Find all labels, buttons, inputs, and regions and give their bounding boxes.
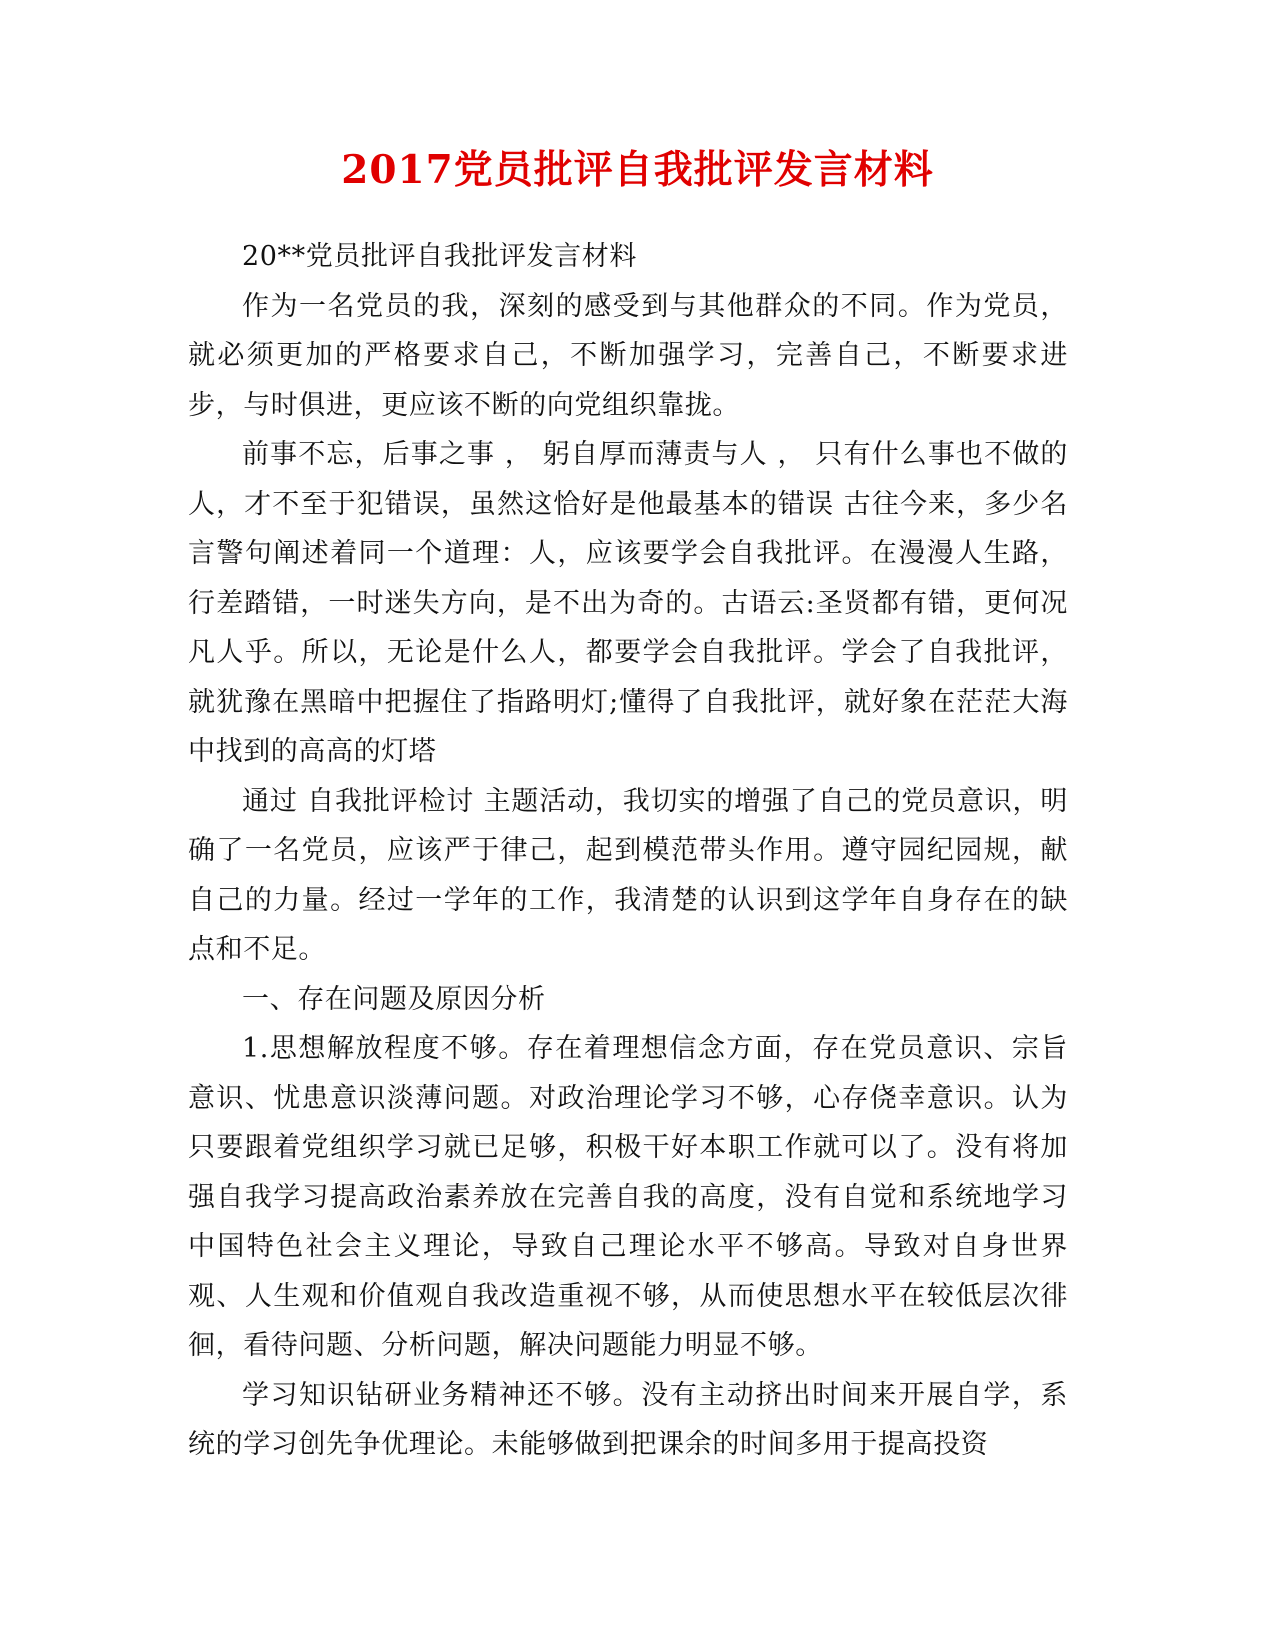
paragraph: 通过 自我批评检讨 主题活动，我切实的增强了自己的党员意识，明确了一名党员，应该严于律己，起到模范带头作用。遵守园纪园规，献自己的力量。经过一学年的工作，我清楚的认识到这学年自身存在的缺点和不足。 — [188, 785, 1068, 965]
document-body — [188, 232, 1068, 1470]
paragraph: 学习知识钻研业务精神还不够。没有主动挤出时间来开展自学，系统的学习创先争优理论。未能够做到把课余的时间多用于提高投资 — [188, 1379, 1068, 1460]
document-title: 2017党员批评自我批评发言材料 — [341, 147, 934, 193]
paragraph: 前事不忘，后事之事 ， 躬自厚而薄责与人 ， 只有什么事也不做的人，才不至于犯错误，虽然这恰好是他最基本的错误 古往今来，多少名言警句阐述着同一个道理：人，应该要学会自我批评。在漫漫人生路，行差踏错，一时迷失方向，是不出为奇的。古语云:圣贤都有错，更何况凡人乎。所以，无论是什么人，都要学会自我批评。学会了自我批评，就犹豫在黑暗中把握住了指路明灯;懂得了自我批评，就好象在茫茫大海中找到的高高的灯塔 — [188, 439, 1068, 767]
paragraph: 1.思想解放程度不够。存在着理想信念方面，存在党员意识、宗旨意识、忧患意识淡薄问题。对政治理论学习不够，心存侥幸意识。认为只要跟着党组织学习就已足够，积极干好本职工作就可以了。没有将加强自我学习提高政治素养放在完善自我的高度，没有自觉和系统地学习中国特色社会主义理论，导致自己理论水平不够高。导致对自身世界观、人生观和价值观自我改造重视不够，从而使思想水平在较低层次徘徊，看待问题、分析问题，解决问题能力明显不够。 — [188, 1033, 1068, 1361]
paragraph: 作为一名党员的我，深刻的感受到与其他群众的不同。作为党员，就必须更加的严格要求自己，不断加强学习，完善自己，不断要求进步，与时俱进，更应该不断的向党组织靠拢。 — [188, 290, 1068, 421]
section-heading: 一、存在问题及原因分析 — [242, 983, 546, 1015]
paragraph-subtitle: 20**党员批评自我批评发言材料 — [242, 241, 637, 272]
